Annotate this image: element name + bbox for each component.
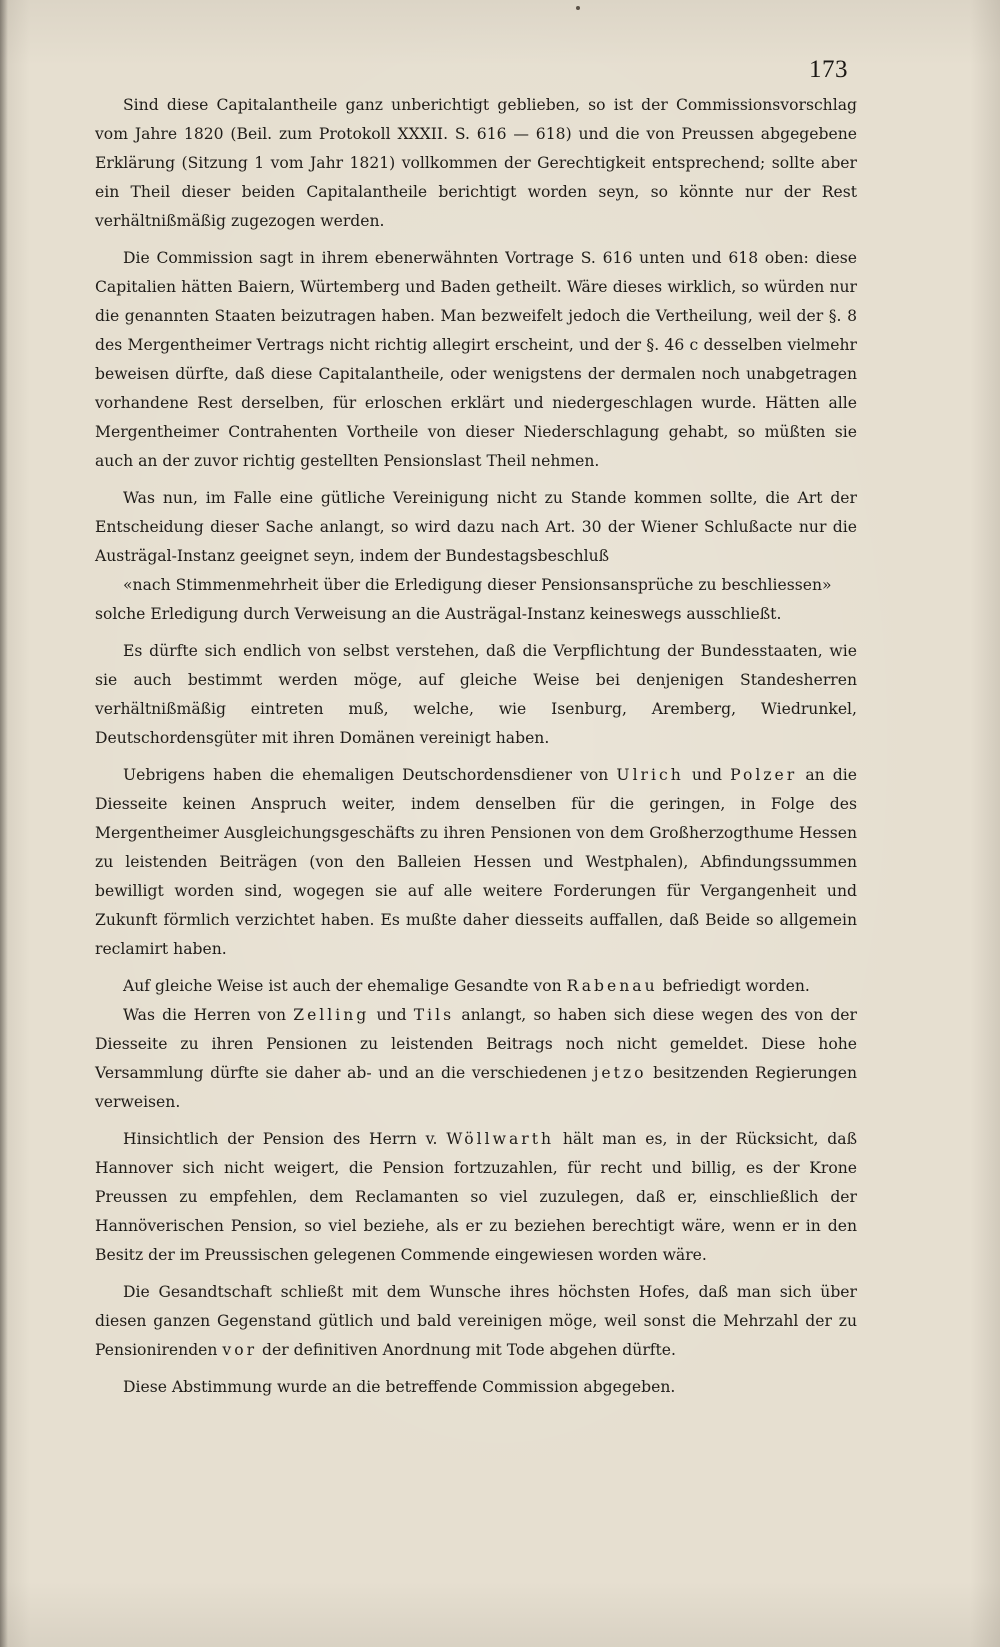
paragraph-8-part-1: Hinsichtlich der Pension des Herrn v.	[123, 1130, 447, 1148]
paragraph-5-part-1: Uebrigens haben die ehemaligen Deutschordensdiener von	[123, 766, 617, 784]
ink-speck	[576, 6, 580, 10]
paragraph-6	[95, 972, 857, 1001]
paragraph-3-continuation: solche Erledigung durch Verweisung an die Austrägal-Instanz keineswegs ausschließt.	[95, 605, 782, 623]
paragraph-9-part-1: Die Gesandtschaft schließt mit dem Wunsche ihres höchsten Hofes, daß man sich über diesen ganzen Gegenstand gütlich und bald vereinigen möge, weil sonst die Mehrzahl der zu Pensionirenden	[95, 1283, 857, 1359]
page-number: 173	[809, 56, 848, 83]
paragraph-6-part-2: befriedigt worden.	[657, 977, 810, 995]
name-tils: Tils	[413, 1006, 455, 1024]
word-jetzo: jetzo	[593, 1064, 647, 1082]
paragraph-7-part-1: Was die Herren von	[123, 1006, 294, 1024]
paragraph-3: Was nun, im Falle eine gütliche Vereinigung nicht zu Stande kommen sollte, die Art der Entscheidung dieser Sache anlangt, so wird dazu nach Art. 30 der Wiener Schlußacte nur die Austrägal-Instanz geeignet seyn, indem der Bundestagsbeschluß	[95, 489, 857, 565]
paragraph-7-part-4: besitzenden Regierungen verweisen.	[95, 1064, 857, 1111]
word-vor: vor	[222, 1341, 258, 1359]
paragraph-3-quote: «nach Stimmenmehrheit über die Erledigung dieser Pensionsansprüche zu beschliessen»	[123, 576, 832, 594]
paragraph-10: Diese Abstimmung wurde an die betreffende Commission abgegeben.	[123, 1378, 676, 1396]
paragraph-7-part-2: und	[369, 1006, 414, 1024]
paragraph-9-part-2: der definitiven Anordnung mit Tode abgehen dürfte.	[257, 1341, 676, 1359]
name-rabenau: Rabenau	[566, 977, 658, 995]
paragraph-4: Es dürfte sich endlich von selbst verstehen, daß die Verpflichtung der Bundesstaaten, wie sie auch bestimmt werden möge, auf gleiche Weise bei denjenigen Standesherren verhältnißmäßig eintreten muß, welche, wie Isenburg, Aremberg, Wiedrunkel, Deutschordensgüter mit ihren Domänen vereinigt haben.	[95, 642, 857, 747]
name-zelling: Zelling	[293, 1006, 370, 1024]
paragraph-2: Die Commission sagt in ihrem ebenerwähnten Vortrage S. 616 unten und 618 oben: diese Capitalien hätten Baiern, Würtemberg und Baden getheilt. Wäre dieses wirklich, so würden nur die genannten Staaten beizutragen haben. Man bezweifelt jedoch die Vertheilung, weil der §. 8 des Mergentheimer Vertrags nicht richtig allegirt erscheint, und der §. 46 c desselben vielmehr beweisen dürfte, daß diese Capitalantheile, oder wenigstens der dermalen noch unabgetragen vorhandene Rest derselben, für erloschen erklärt und niedergeschlagen wurde. Hätten alle Mergentheimer Contrahenten Vortheile von dieser Niederschlagung gehabt, so müßten sie auch an der zuvor richtig gestellten Pensionslast Theil nehmen.	[95, 249, 857, 470]
body-text	[95, 91, 857, 1410]
paragraph-5	[95, 761, 857, 964]
name-woellwarth: Wöllwarth	[446, 1130, 555, 1148]
paragraph-9	[95, 1278, 857, 1365]
paragraph-8-part-2: hält man es, in der Rücksicht, daß Hannover sich nicht weigert, die Pension fortzuzahlen, für recht und billig, es der Krone Preussen zu empfehlen, dem Reclamanten so viel zuzulegen, daß er, einschließlich der Hannöverischen Pension, so viel beziehe, als er zu beziehen berechtigt wäre, wenn er in den Besitz der im Preussischen gelegenen Commende eingewiesen worden wäre.	[95, 1130, 857, 1264]
paragraph-7	[95, 1001, 857, 1117]
paragraph-8	[95, 1125, 857, 1270]
name-ulrich: Ulrich	[616, 766, 684, 784]
paragraph-1: Sind diese Capitalantheile ganz unberichtigt geblieben, so ist der Commissionsvorschlag vom Jahre 1820 (Beil. zum Protokoll XXXII. S. 616 — 618) und die von Preussen abgegebene Erklärung (Sitzung 1 vom Jahr 1821) vollkommen der Gerechtigkeit entsprechend; sollte aber ein Theil dieser beiden Capitalantheile berichtigt worden seyn, so könnte nur der Rest verhältnißmäßig zugezogen werden.	[95, 96, 857, 230]
page-edge-shadow	[0, 0, 8, 1647]
paragraph-6-part-1: Auf gleiche Weise ist auch der ehemalige Gesandte von	[123, 977, 567, 995]
paragraph-5-part-2: und	[683, 766, 731, 784]
paragraph-7-part-3: anlangt, so haben sich diese wegen des von der Diesseite zu ihren Pensionen zu leistenden Beitrags noch nicht gemeldet. Diese hohe Versammlung dürfte sie daher ab- und an die verschiedenen	[95, 1006, 857, 1082]
paragraph-5-part-3: an die Diesseite keinen Anspruch weiter, indem denselben für die geringen, in Folge des Mergentheimer Ausgleichungsgeschäfts zu ihren Pensionen von dem Großherzogthume Hessen zu leistenden Beiträgen (von den Balleien Hessen und Westphalen), Abfindungssummen bewilligt worden sind, wogegen sie auf alle weitere Forderungen für Vergangenheit und Zukunft förmlich verzichtet haben. Es mußte daher diesseits auffallen, daß Beide so allgemein reclamirt haben.	[95, 766, 858, 958]
name-polzer: Polzer	[730, 766, 798, 784]
